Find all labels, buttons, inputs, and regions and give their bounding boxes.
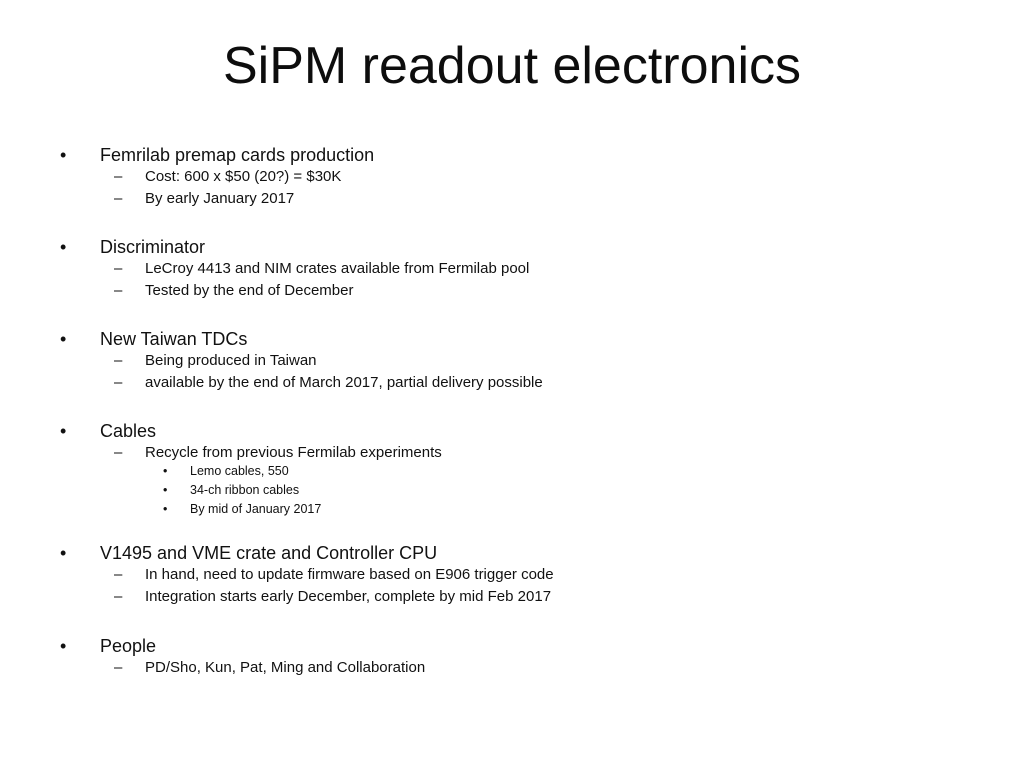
- sub-bullet-icon: •: [163, 502, 168, 516]
- section-bullet-icon: •: [60, 329, 67, 349]
- section-heading: Femrilab premap cards production: [100, 145, 375, 165]
- section-heading: New Taiwan TDCs: [100, 329, 248, 349]
- section-bullet-icon: •: [60, 237, 67, 257]
- section-heading: V1495 and VME crate and Controller CPU: [100, 543, 438, 563]
- list-item: By early January 2017: [145, 190, 295, 207]
- section-bullet-icon: •: [60, 145, 67, 165]
- dash-bullet-icon: –: [114, 659, 123, 676]
- list-item: LeCroy 4413 and NIM crates available from Fermilab pool: [145, 260, 530, 277]
- dash-bullet-icon: –: [114, 282, 123, 299]
- section-heading: People: [100, 636, 157, 656]
- list-item: Cost: 600 x $50 (20?) = $30K: [145, 168, 342, 185]
- dash-bullet-icon: –: [114, 588, 123, 605]
- dash-bullet-icon: –: [114, 168, 123, 185]
- list-item: Integration starts early December, complete by mid Feb 2017: [145, 588, 552, 605]
- sub-list-item: 34-ch ribbon cables: [190, 483, 300, 497]
- list-item: Recycle from previous Fermilab experiments: [145, 444, 442, 461]
- dash-bullet-icon: –: [114, 190, 123, 207]
- section-heading: Discriminator: [100, 237, 206, 257]
- dash-bullet-icon: –: [114, 260, 123, 277]
- section-heading: Cables: [100, 421, 157, 441]
- sub-list-item: Lemo cables, 550: [190, 464, 289, 478]
- sub-list-item: By mid of January 2017: [190, 502, 322, 516]
- dash-bullet-icon: –: [114, 352, 123, 369]
- list-item: PD/Sho, Kun, Pat, Ming and Collaboration: [145, 659, 426, 676]
- list-item: Being produced in Taiwan: [145, 352, 317, 369]
- section-bullet-icon: •: [60, 543, 67, 563]
- dash-bullet-icon: –: [114, 566, 123, 583]
- sub-bullet-icon: •: [163, 464, 168, 478]
- list-item: available by the end of March 2017, partial delivery possible: [145, 374, 543, 391]
- list-item: In hand, need to update firmware based on E906 trigger code: [145, 566, 554, 583]
- section-bullet-icon: •: [60, 636, 67, 656]
- section-bullet-icon: •: [60, 421, 67, 441]
- sub-bullet-icon: •: [163, 483, 168, 497]
- dash-bullet-icon: –: [114, 374, 123, 391]
- list-item: Tested by the end of December: [145, 282, 354, 299]
- slide-title: SiPM readout electronics: [222, 37, 802, 95]
- dash-bullet-icon: –: [114, 444, 123, 461]
